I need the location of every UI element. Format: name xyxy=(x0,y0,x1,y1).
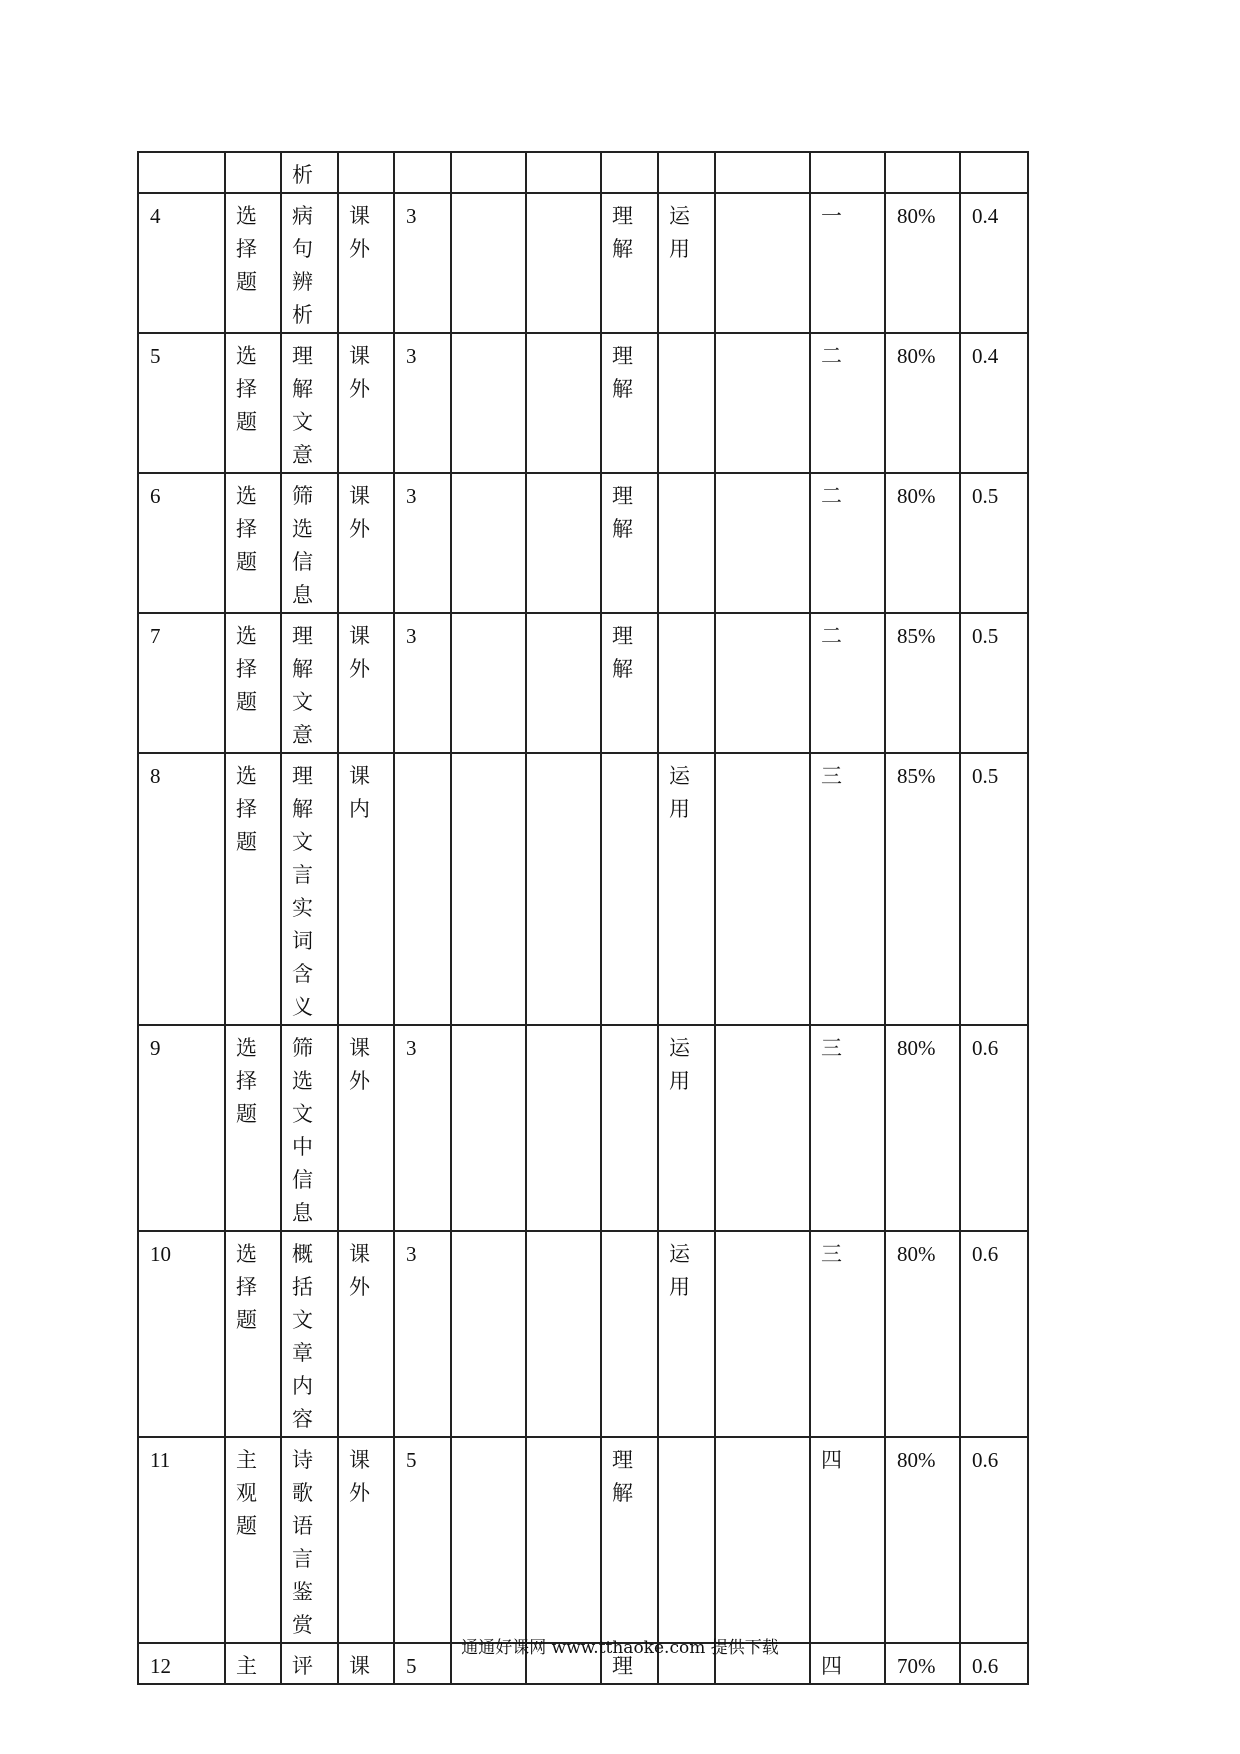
question-type-cell xyxy=(225,613,281,753)
content-cell xyxy=(281,333,338,473)
num-cell-text: 10 xyxy=(150,1242,171,1266)
level-cell-text: 四 xyxy=(821,1448,842,1472)
rate-cell-text: 80% xyxy=(897,344,936,368)
question-type-cell xyxy=(225,1231,281,1437)
rate-cell-text: 85% xyxy=(897,624,936,648)
rate-cell-text: 80% xyxy=(897,204,936,228)
source-cell xyxy=(338,613,394,753)
score-cell-text: 3 xyxy=(406,484,417,508)
difficulty-cell-text: 0.4 xyxy=(972,204,999,228)
difficulty-cell-text: 0.5 xyxy=(972,624,999,648)
difficulty-cell xyxy=(960,473,1028,613)
empty-cell xyxy=(451,1025,526,1231)
level-cell-text: 二 xyxy=(821,484,842,508)
num-cell-text: 8 xyxy=(150,764,161,788)
empty-cell xyxy=(451,1437,526,1643)
level-cell-text: 三 xyxy=(821,1036,842,1060)
understand-cell-text: 理 xyxy=(612,1654,633,1678)
score-cell xyxy=(394,152,451,193)
source-cell xyxy=(338,1231,394,1437)
understand-cell xyxy=(601,1437,658,1643)
understand-cell-text: 理解 xyxy=(612,624,633,681)
empty-cell xyxy=(451,613,526,753)
source-cell-text: 课内 xyxy=(349,764,370,821)
level-cell xyxy=(810,613,885,753)
table-row xyxy=(138,1025,1028,1231)
level-cell xyxy=(810,152,885,193)
table-row xyxy=(138,613,1028,753)
rate-cell xyxy=(885,193,960,333)
content-cell-text: 理解文意 xyxy=(292,624,313,747)
rate-cell xyxy=(885,1025,960,1231)
empty-cell xyxy=(526,613,601,753)
empty-cell xyxy=(526,193,601,333)
score-cell xyxy=(394,193,451,333)
source-cell xyxy=(338,1025,394,1231)
apply-cell-text: 运用 xyxy=(669,1242,690,1299)
question-type-cell-text: 选择题 xyxy=(236,764,257,854)
source-cell xyxy=(338,473,394,613)
empty-cell xyxy=(451,152,526,193)
num-cell-text: 4 xyxy=(150,204,161,228)
question-type-cell xyxy=(225,1437,281,1643)
empty-cell xyxy=(715,1231,810,1437)
empty-cell xyxy=(715,152,810,193)
apply-cell xyxy=(658,1231,715,1437)
content-cell-text: 筛选信息 xyxy=(292,484,313,607)
apply-cell-text: 运用 xyxy=(669,204,690,261)
level-cell-text: 四 xyxy=(821,1654,842,1678)
difficulty-cell xyxy=(960,613,1028,753)
num-cell xyxy=(138,473,225,613)
empty-cell xyxy=(526,1025,601,1231)
rate-cell-text: 80% xyxy=(897,1448,936,1472)
empty-cell xyxy=(451,473,526,613)
content-cell-text: 病句辨析 xyxy=(292,204,313,327)
empty-cell xyxy=(526,333,601,473)
num-cell xyxy=(138,152,225,193)
content-cell-text: 诗歌语言鉴赏 xyxy=(292,1448,313,1637)
content-cell-text: 筛选文中信息 xyxy=(292,1036,313,1225)
content-cell xyxy=(281,1437,338,1643)
question-type-cell-text: 选择题 xyxy=(236,484,257,574)
source-cell-text: 课外 xyxy=(349,484,370,541)
difficulty-cell xyxy=(960,152,1028,193)
source-cell xyxy=(338,152,394,193)
score-cell xyxy=(394,333,451,473)
level-cell xyxy=(810,1025,885,1231)
empty-cell xyxy=(526,473,601,613)
num-cell xyxy=(138,333,225,473)
rate-cell-text: 80% xyxy=(897,484,936,508)
question-type-cell-text: 选择题 xyxy=(236,344,257,434)
apply-cell xyxy=(658,613,715,753)
question-type-cell-text: 主 xyxy=(236,1654,257,1678)
empty-cell xyxy=(451,1231,526,1437)
content-cell xyxy=(281,1231,338,1437)
understand-cell-text: 理解 xyxy=(612,204,633,261)
table-row xyxy=(138,1437,1028,1643)
difficulty-cell-text: 0.6 xyxy=(972,1242,999,1266)
rate-cell xyxy=(885,473,960,613)
source-cell xyxy=(338,193,394,333)
empty-cell xyxy=(526,753,601,1025)
content-cell-text: 理解文意 xyxy=(292,344,313,467)
num-cell xyxy=(138,1231,225,1437)
rate-cell-text: 70% xyxy=(897,1654,936,1678)
difficulty-cell-text: 0.6 xyxy=(972,1036,999,1060)
num-cell-text: 7 xyxy=(150,624,161,648)
score-cell-text: 3 xyxy=(406,1036,417,1060)
level-cell-text: 三 xyxy=(821,1242,842,1266)
num-cell xyxy=(138,753,225,1025)
empty-cell xyxy=(715,193,810,333)
difficulty-cell xyxy=(960,1437,1028,1643)
level-cell-text: 二 xyxy=(821,344,842,368)
level-cell xyxy=(810,473,885,613)
num-cell-text: 12 xyxy=(150,1654,171,1678)
score-cell-text: 5 xyxy=(406,1448,417,1472)
rate-cell-text: 80% xyxy=(897,1036,936,1060)
empty-cell xyxy=(715,1437,810,1643)
difficulty-cell xyxy=(960,333,1028,473)
understand-cell-text: 理解 xyxy=(612,1448,633,1505)
question-type-cell-text: 选择题 xyxy=(236,1036,257,1126)
apply-cell xyxy=(658,152,715,193)
table-row xyxy=(138,333,1028,473)
understand-cell-text: 理解 xyxy=(612,484,633,541)
source-cell-text: 课外 xyxy=(349,1036,370,1093)
difficulty-cell xyxy=(960,1025,1028,1231)
score-cell xyxy=(394,613,451,753)
source-cell xyxy=(338,333,394,473)
num-cell xyxy=(138,613,225,753)
rate-cell xyxy=(885,613,960,753)
source-cell-text: 课外 xyxy=(349,1242,370,1299)
num-cell xyxy=(138,1025,225,1231)
source-cell-text: 课外 xyxy=(349,624,370,681)
content-cell-text: 析 xyxy=(292,163,313,187)
score-cell xyxy=(394,1025,451,1231)
understand-cell xyxy=(601,193,658,333)
table-row xyxy=(138,193,1028,333)
table-row xyxy=(138,1231,1028,1437)
level-cell xyxy=(810,753,885,1025)
source-cell xyxy=(338,753,394,1025)
num-cell-text: 11 xyxy=(150,1448,171,1472)
empty-cell xyxy=(715,753,810,1025)
difficulty-cell-text: 0.6 xyxy=(972,1654,999,1678)
apply-cell xyxy=(658,333,715,473)
empty-cell xyxy=(715,613,810,753)
content-cell xyxy=(281,193,338,333)
exam-analysis-table xyxy=(137,151,1029,1685)
content-cell xyxy=(281,152,338,193)
apply-cell xyxy=(658,1025,715,1231)
difficulty-cell xyxy=(960,1231,1028,1437)
understand-cell xyxy=(601,613,658,753)
apply-cell xyxy=(658,193,715,333)
understand-cell xyxy=(601,473,658,613)
question-type-cell-text: 主观题 xyxy=(236,1448,257,1538)
apply-cell-text: 运用 xyxy=(669,1036,690,1093)
score-cell-text: 3 xyxy=(406,344,417,368)
understand-cell xyxy=(601,1231,658,1437)
rate-cell xyxy=(885,1437,960,1643)
score-cell-text: 5 xyxy=(406,1654,417,1678)
score-cell xyxy=(394,753,451,1025)
level-cell xyxy=(810,1437,885,1643)
content-cell xyxy=(281,613,338,753)
rate-cell-text: 80% xyxy=(897,1242,936,1266)
difficulty-cell xyxy=(960,193,1028,333)
content-cell xyxy=(281,753,338,1025)
question-type-cell xyxy=(225,473,281,613)
difficulty-cell-text: 0.4 xyxy=(972,344,999,368)
content-cell-text: 评 xyxy=(292,1654,313,1678)
difficulty-cell-text: 0.5 xyxy=(972,764,999,788)
level-cell-text: 一 xyxy=(821,204,842,228)
content-cell xyxy=(281,473,338,613)
understand-cell xyxy=(601,333,658,473)
num-cell-text: 6 xyxy=(150,484,161,508)
num-cell xyxy=(138,193,225,333)
score-cell xyxy=(394,473,451,613)
difficulty-cell-text: 0.5 xyxy=(972,484,999,508)
question-type-cell-text: 选择题 xyxy=(236,1242,257,1332)
empty-cell xyxy=(715,333,810,473)
source-cell-text: 课外 xyxy=(349,344,370,401)
num-cell xyxy=(138,1437,225,1643)
question-type-cell xyxy=(225,1025,281,1231)
apply-cell-text: 运用 xyxy=(669,764,690,821)
footer-text: 通通好课网 www.tthaoke.com 提供下载 xyxy=(461,1638,779,1658)
apply-cell xyxy=(658,473,715,613)
content-cell xyxy=(281,1025,338,1231)
source-cell-text: 课外 xyxy=(349,1448,370,1505)
level-cell xyxy=(810,1231,885,1437)
score-cell xyxy=(394,1437,451,1643)
empty-cell xyxy=(451,193,526,333)
content-cell-text: 概括文章内容 xyxy=(292,1242,313,1431)
level-cell xyxy=(810,333,885,473)
num-cell-text: 9 xyxy=(150,1036,161,1060)
question-type-cell xyxy=(225,333,281,473)
empty-cell xyxy=(526,1437,601,1643)
table-row xyxy=(138,473,1028,613)
rate-cell-text: 85% xyxy=(897,764,936,788)
understand-cell xyxy=(601,1025,658,1231)
source-cell-text: 课外 xyxy=(349,204,370,261)
empty-cell xyxy=(715,1025,810,1231)
rate-cell xyxy=(885,1231,960,1437)
level-cell-text: 二 xyxy=(821,624,842,648)
rate-cell xyxy=(885,152,960,193)
score-cell-text: 3 xyxy=(406,1242,417,1266)
understand-cell xyxy=(601,152,658,193)
difficulty-cell xyxy=(960,753,1028,1025)
question-type-cell xyxy=(225,193,281,333)
rate-cell xyxy=(885,753,960,1025)
source-cell-text: 课 xyxy=(349,1654,370,1678)
question-type-cell xyxy=(225,753,281,1025)
empty-cell xyxy=(451,753,526,1025)
empty-cell xyxy=(451,333,526,473)
question-type-cell xyxy=(225,152,281,193)
table-row xyxy=(138,753,1028,1025)
apply-cell xyxy=(658,1437,715,1643)
understand-cell-text: 理解 xyxy=(612,344,633,401)
score-cell-text: 3 xyxy=(406,624,417,648)
apply-cell xyxy=(658,753,715,1025)
num-cell-text: 5 xyxy=(150,344,161,368)
content-cell-text: 理解文言实词含义 xyxy=(292,764,313,1019)
source-cell xyxy=(338,1437,394,1643)
understand-cell xyxy=(601,753,658,1025)
empty-cell xyxy=(526,152,601,193)
score-cell xyxy=(394,1231,451,1437)
question-type-cell-text: 选择题 xyxy=(236,624,257,714)
level-cell-text: 三 xyxy=(821,764,842,788)
empty-cell xyxy=(715,473,810,613)
table-row xyxy=(138,152,1028,193)
rate-cell xyxy=(885,333,960,473)
question-type-cell-text: 选择题 xyxy=(236,204,257,294)
level-cell xyxy=(810,193,885,333)
score-cell-text: 3 xyxy=(406,204,417,228)
empty-cell xyxy=(526,1231,601,1437)
difficulty-cell-text: 0.6 xyxy=(972,1448,999,1472)
